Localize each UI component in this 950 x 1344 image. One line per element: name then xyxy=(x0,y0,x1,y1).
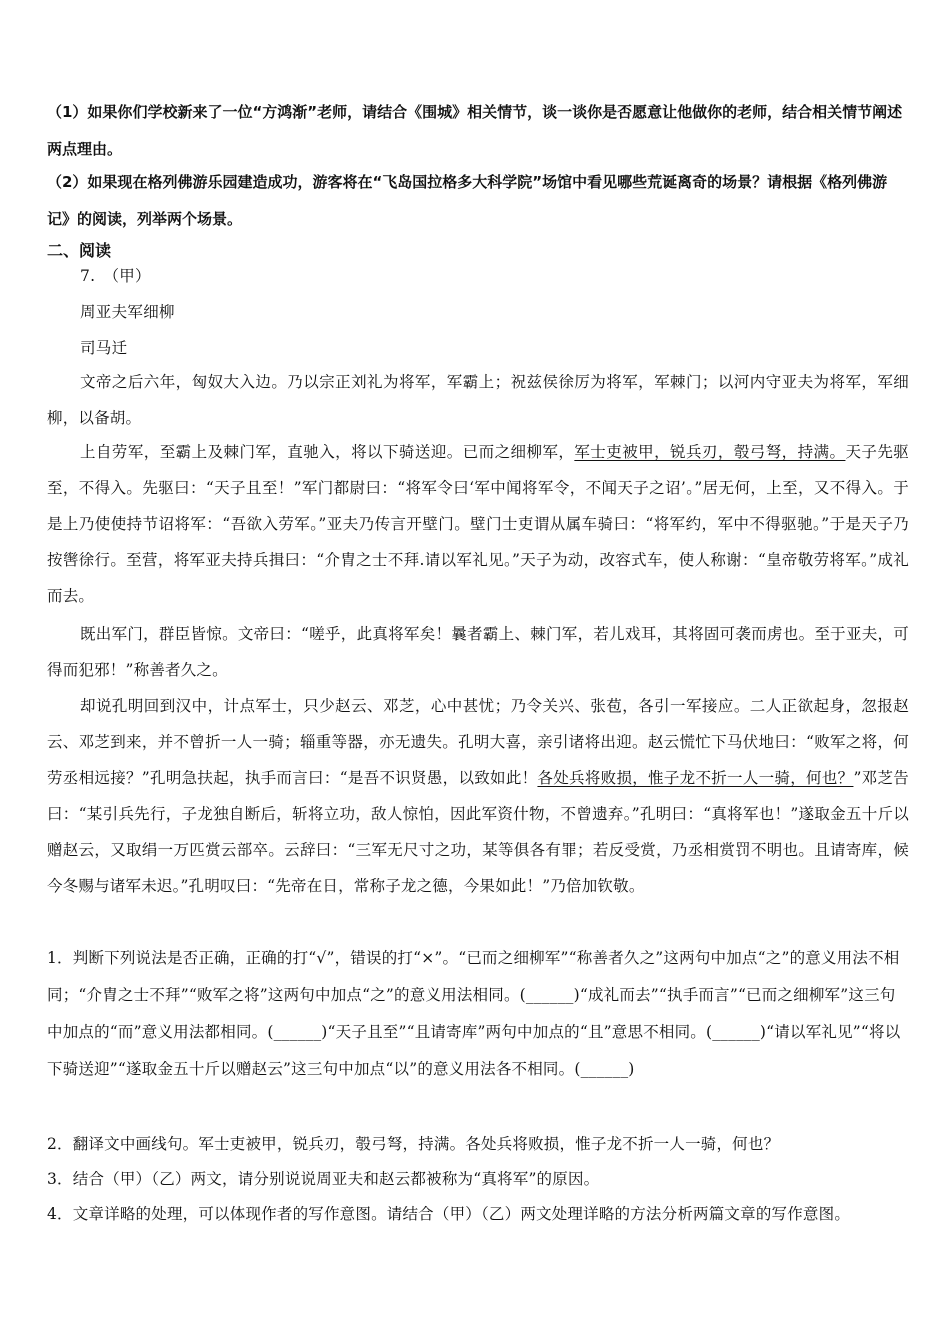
passage-b-underlined-sentence: 各处兵将败损，惟子龙不折一人一骑，何也？ xyxy=(537,769,854,787)
exercise-1: 1．判断下列说法是否正确，正确的打“√”，错误的打“×”。“已而之细柳军”“称善者久之”这两句中加点“之”的意义用法不相同；“介胄之士不拜”“败军之将”这两句中加点“之”的意义用法相同。(______)“成礼而去”“执手而言”“已而之细柳军”这三句中加点的“而”意义用法都相同。(______)“天子且至”“且请寄库”两句中加点的“且”意思不相同。(______)“请以军礼见”“将以下骑送迎”“遂取金五十斤以赠赵云”这三句中加点“以”的意义用法各不相同。(______) xyxy=(47,949,901,1078)
question-1: （1）如果你们学校新来了一位“方鸿渐”老师，请结合《围城》相关情节，谈一谈你是否愿意让他做你的老师，结合相关情节阐述两点理由。 xyxy=(47,103,903,158)
passage-b-paragraph xyxy=(47,688,909,904)
passage-a-p2-text-2: 天子先驱至，不得入。先驱曰：“天子且至！”军门都尉曰：“将军令曰‘军中闻将军令，不闻天子之诏’。”居无何，上至，又不得入。于是上乃使使持节诏将军：“吾欲入劳军。”亚夫乃传言开壁门。壁门士吏谓从属车骑曰：“将军约，军中不得驱驰。”于是天子乃按辔徐行。至营，将军亚夫持兵揖曰：“介胄之士不拜.请以军礼见。”天子为动，改容式车，使人称谢：“皇帝敬劳将军。”成礼而去。 xyxy=(47,443,910,605)
passage-a-paragraph-2 xyxy=(47,434,909,614)
passage-a-author: 司马迁 xyxy=(80,339,128,357)
passage-a-p2-text-1: 上自劳军，至霸上及棘门军，直驰入，将以下骑送迎。已而之细柳军， xyxy=(80,443,575,461)
passage-a-underlined-sentence: 军士吏被甲，锐兵刃，彀弓弩，持满。 xyxy=(574,443,846,461)
exercise-3: 3．结合（甲）（乙）两文，请分别说说周亚夫和赵云都被称为“真将军”的原因。 xyxy=(47,1170,600,1188)
passage-a-label: 7. （甲） xyxy=(80,267,151,285)
passage-a-paragraph-1: 文帝之后六年，匈奴大入边。乃以宗正刘礼为将军，军霸上；祝兹侯徐厉为将军，军棘门；以河内守亚夫为将军，军细柳，以备胡。 xyxy=(47,373,909,427)
passage-b-text-2: ”邓芝告曰：“某引兵先行，子龙独自断后，斩将立功，敌人惊怕，因此军资什物，不曾遗弃。”孔明曰：“真将军也！”遂取金五十斤以赠赵云，又取绢一万匹赏云部卒。云辞曰：“三军无尺寸之功，某等俱各有罪；若反受赏，乃丞相赏罚不明也。且请寄库，候今冬赐与诸军未迟。”孔明叹曰：“先帝在日，常称子龙之德，今果如此！”乃倍加钦敬。 xyxy=(47,769,909,895)
exercise-2: 2．翻译文中画线句。军士吏被甲，锐兵刃，彀弓弩，持满。各处兵将败损，惟子龙不折一人一骑，何也？ xyxy=(47,1135,780,1153)
passage-a-title: 周亚夫军细柳 xyxy=(80,303,175,321)
question-2: （2）如果现在格列佛游乐园建造成功，游客将在“飞岛国拉格多大科学院”场馆中看见哪些荒诞离奇的场景？请根据《格列佛游记》的阅读，列举两个场景。 xyxy=(47,173,888,228)
exercise-4: 4．文章详略的处理，可以体现作者的写作意图。请结合（甲）（乙）两文处理详略的方法分析两篇文章的写作意图。 xyxy=(47,1205,851,1223)
passage-a-paragraph-3: 既出军门，群臣皆惊。文帝曰：“嗟乎，此真将军矣！曩者霸上、棘门军，若儿戏耳，其将固可袭而虏也。至于亚夫，可得而犯邪！”称善者久之。 xyxy=(47,625,909,679)
passage-b-text-1: 却说孔明回到汉中，计点军士，只少赵云、邓芝，心中甚忧；乃令关兴、张苞，各引一军接应。二人正欲起身，忽报赵云、邓芝到来，并不曾折一人一骑；辎重等器，亦无遗失。孔明大喜，亲引诸将出迎。赵云慌忙下马伏地曰：“败军之将，何劳丞相远接？”孔明急扶起，执手而言曰：“是吾不识贤愚，以致如此！ xyxy=(47,697,909,787)
section-title: 二、阅读 xyxy=(47,241,112,260)
